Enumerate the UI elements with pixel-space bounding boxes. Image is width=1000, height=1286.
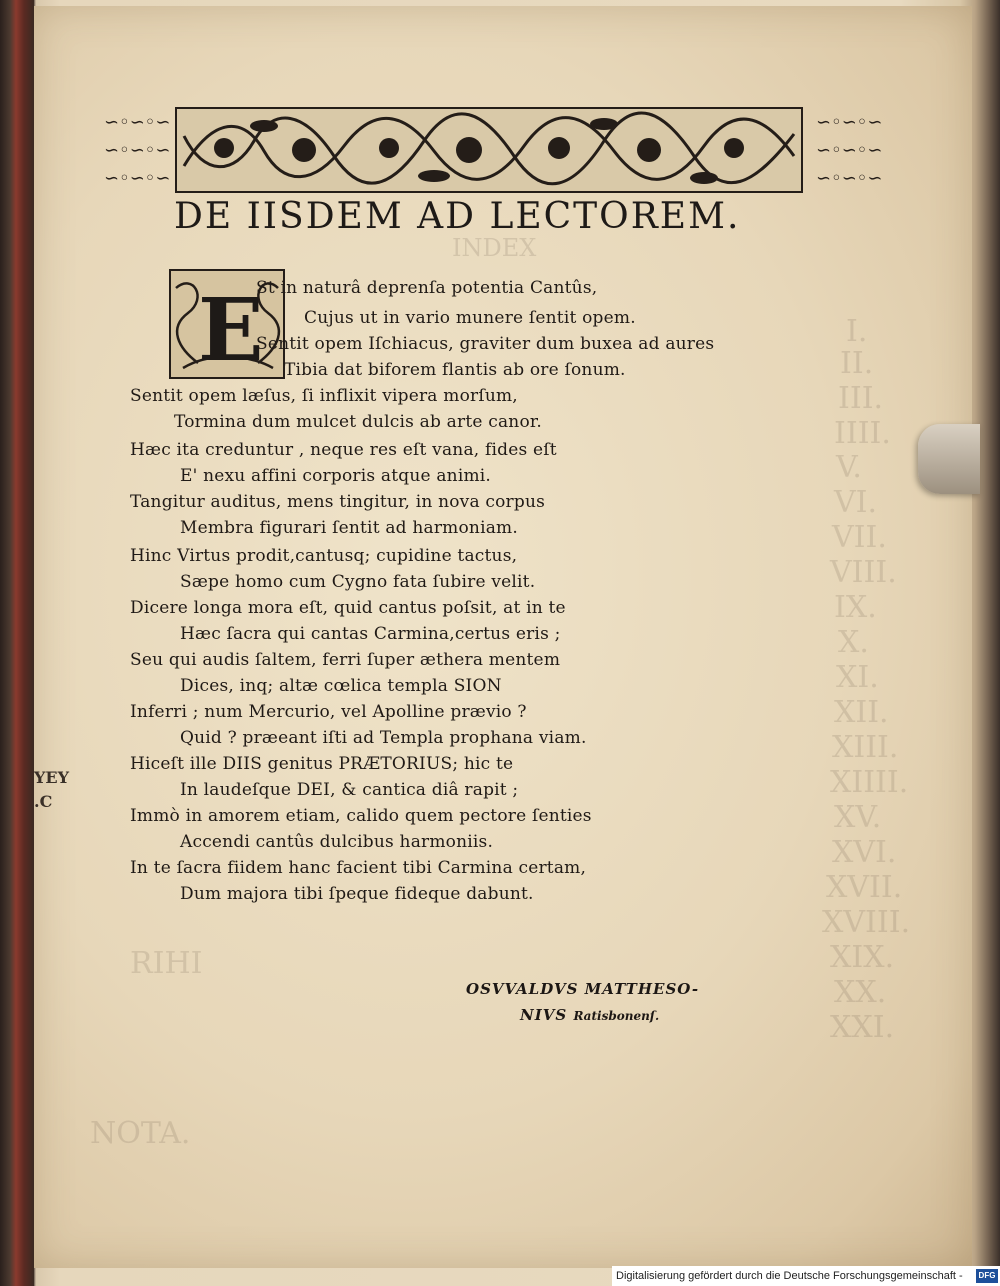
poem-line: Immò in amorem etiam, calido quem pectore ſenties <box>130 806 592 826</box>
svg-text:∽◦∽◦∽: ∽◦∽◦∽ <box>816 140 883 161</box>
svg-text:E: E <box>198 280 264 381</box>
bleed-line: NOTA. <box>90 1116 191 1151</box>
bleed-line: II. <box>840 346 874 381</box>
dfg-footer <box>612 1266 1000 1286</box>
bleed-line: IX. <box>834 590 877 625</box>
page-clip <box>918 424 980 494</box>
signature-name: NIVS <box>520 1006 568 1024</box>
signature-city: Ratisbonenſ. <box>573 1009 660 1023</box>
poem-line: Sæpe homo cum Cygno fata ſubire velit. <box>180 572 536 592</box>
poem-line: Inferri ; num Mercurio, vel Apolline prævio ? <box>130 702 527 722</box>
bleed-line: XX. <box>834 975 887 1010</box>
bleed-line: V. <box>836 450 862 485</box>
book-binding <box>0 0 34 1286</box>
bleed-line: RIHI <box>130 946 203 981</box>
poem-line: Sentit opem Iſchiacus, graviter dum buxea ad aures <box>256 334 715 354</box>
bleed-line: XV. <box>834 800 882 835</box>
poem-line: Quid ? præeant iſti ad Templa prophana viam. <box>180 728 587 748</box>
dfg-footer-text: Digitalisierung gefördert durch die Deutsche Forschungsgemeinschaft - <box>616 1270 963 1282</box>
bleed-line: XII. <box>834 695 889 730</box>
bleed-line: X. <box>838 625 869 660</box>
page-title: DE IISDEM AD LECTOREM. <box>174 196 741 237</box>
bleed-line: XI. <box>836 660 879 695</box>
poem-line: Dices, inq; altæ cœlica templa SION <box>180 676 502 696</box>
svg-text:∽◦∽◦∽: ∽◦∽◦∽ <box>104 112 171 133</box>
bleed-line: XIX. <box>830 940 895 975</box>
poem-line: Sentit opem læſus, ſi inflixit vipera morſum, <box>130 386 518 406</box>
poem-line: Tangitur auditus, mens tingitur, in nova corpus <box>130 492 546 512</box>
svg-text:∽◦∽◦∽: ∽◦∽◦∽ <box>104 140 171 161</box>
bleed-line: XVII. <box>826 870 903 905</box>
bleed-line: I. <box>846 314 868 349</box>
poem-line: In laudeſque DEI, & cantica diâ rapit ; <box>180 780 519 800</box>
bleed-index: INDEX <box>452 234 537 262</box>
poem-line: Accendi cantûs dulcibus harmoniis. <box>180 832 494 852</box>
signature-line-1: OSVVALDVS MATTHESO- <box>466 980 700 998</box>
bleed-line: VII. <box>832 520 887 555</box>
dfg-logo-icon: DFG <box>976 1269 998 1283</box>
bleed-line: XXI. <box>830 1010 895 1045</box>
margin-note: YEY <box>34 768 70 787</box>
bleed-line: XVIII. <box>822 905 911 940</box>
poem-line: Hinc Virtus prodit,cantusq; cupidine tactus, <box>130 546 518 566</box>
poem-line: Seu qui audis ſaltem, ferri ſuper æthera mentem <box>130 650 561 670</box>
bleed-line: VIII. <box>830 555 897 590</box>
bleed-line: XIII. <box>832 730 899 765</box>
poem-line: Tibia dat biforem flantis ab ore ſonum. <box>284 360 626 380</box>
bleed-line: III. <box>838 381 884 416</box>
poem-line: Hæc ſacra qui cantas Carmina,certus eris ; <box>180 624 561 644</box>
bleed-line: XVI. <box>832 835 897 870</box>
svg-text:∽◦∽◦∽: ∽◦∽◦∽ <box>816 112 883 133</box>
ornament-headpiece-icon <box>104 106 883 196</box>
poem-line: E' nexu affini corporis atque animi. <box>180 466 492 486</box>
poem-line: Hiceſt ille DIIS genitus PRÆTORIUS; hic te <box>130 754 514 774</box>
margin-note: .C <box>34 792 53 811</box>
poem-line: St in naturâ deprenſa potentia Cantûs, <box>256 278 598 298</box>
poem-line: Dicere longa mora eſt, quid cantus poſsit, at in te <box>130 598 566 618</box>
book-page <box>34 6 972 1268</box>
svg-text:∽◦∽◦∽: ∽◦∽◦∽ <box>816 168 883 189</box>
poem-line: Membra figurari ſentit ad harmoniam. <box>180 518 518 538</box>
poem-line: Cujus ut in vario munere ſentit opem. <box>304 308 636 328</box>
poem-line: Dum majora tibi ſpeque fideque dabunt. <box>180 884 534 904</box>
poem-line: In te ſacra fiidem hanc facient tibi Carmina certam, <box>130 858 587 878</box>
bleed-line: XIIII. <box>830 765 909 800</box>
signature-line-2 <box>520 1006 659 1024</box>
bleed-line: VI. <box>834 485 878 520</box>
svg-text:∽◦∽◦∽: ∽◦∽◦∽ <box>104 168 171 189</box>
poem-line: Hæc ita creduntur , neque res eſt vana, fides eſt <box>130 440 557 460</box>
poem-line: Tormina dum mulcet dulcis ab arte canor. <box>174 412 542 432</box>
bleed-line: IIII. <box>834 416 891 451</box>
